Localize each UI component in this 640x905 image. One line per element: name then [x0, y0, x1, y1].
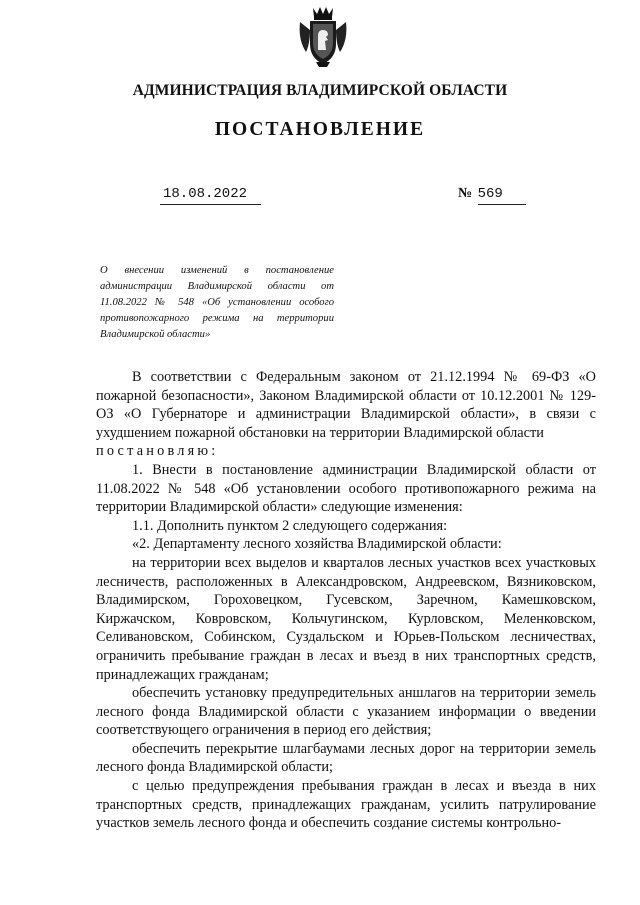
coat-of-arms-icon	[296, 6, 350, 68]
document-date: 18.08.2022	[160, 186, 261, 205]
document-number-value: 569	[478, 186, 526, 205]
paragraph-item-2: «2. Департаменту лесного хозяйства Владимирской области:	[132, 536, 502, 553]
paragraph-forest-restriction: на территории всех выделов и кварталов лесных участков всех участковых лесничеств, расположенных в Александровском, Андреевском, Вязниковском, Владимирском, Гороховецком, Гусевском, Заречном, Камешковском, Киржачском, Ковровском, Кольчугинском, Курловском, Меленковском, Селивановском, Собинском, Суздальском и Юрьев-Польском лесничествах, ограничить пребывание граждан в лесах и въезд в них транспортных средств, принадлежащих гражданам;	[96, 554, 596, 683]
paragraph-signage: обеспечить установку предупредительных аншлагов на территории земель лесного фонда Владимирской области с указанием информации о введении соответствующего ограничения в период его действия;	[96, 685, 596, 739]
paragraph-patrol: с целью предупреждения пребывания граждан в лесах и въезда в них транспортных средств, принадлежащих гражданам, усилить патрулирование участков земель лесного фонда и обеспечить создание системы контрольно-	[96, 778, 596, 832]
preamble-paragraph: В соответствии с Федеральным законом от 21.12.1994 № 69-ФЗ «О пожарной безопасности», Законом Владимирской области от 10.12.2001 № 129-ОЗ «О Губернаторе и администрации Владимирской области», в связи с ухудшением пожарной обстановки на территории Владимирской области	[96, 369, 596, 441]
document-type-title: ПОСТАНОВЛЕНИЕ	[214, 119, 426, 140]
document-subject: О внесении изменений в постановление администрации Владимирской области от 11.08.2022 № 548 «Об установлении особого противопожарного режима на территории Владимирской области»	[100, 265, 334, 340]
document-number	[458, 186, 526, 205]
organization-name: АДМИНИСТРАЦИЯ ВЛАДИМИРСКОЙ ОБЛАСТИ	[132, 82, 508, 99]
number-sign: №	[458, 186, 473, 201]
resolution-word: постановляю:	[96, 443, 219, 460]
paragraph-item-1-1: 1.1. Дополнить пунктом 2 следующего содержания:	[132, 517, 448, 534]
paragraph-barriers: обеспечить перекрытие шлагбаумами лесных дорог на территории земель лесного фонда Владимирской области;	[96, 740, 596, 776]
document-body	[96, 368, 596, 833]
paragraph-item-1: 1. Внести в постановление администрации Владимирской области от 11.08.2022 № 548 «Об установлении особого противопожарного режима на территории Владимирской области» следующие изменения:	[96, 461, 596, 516]
